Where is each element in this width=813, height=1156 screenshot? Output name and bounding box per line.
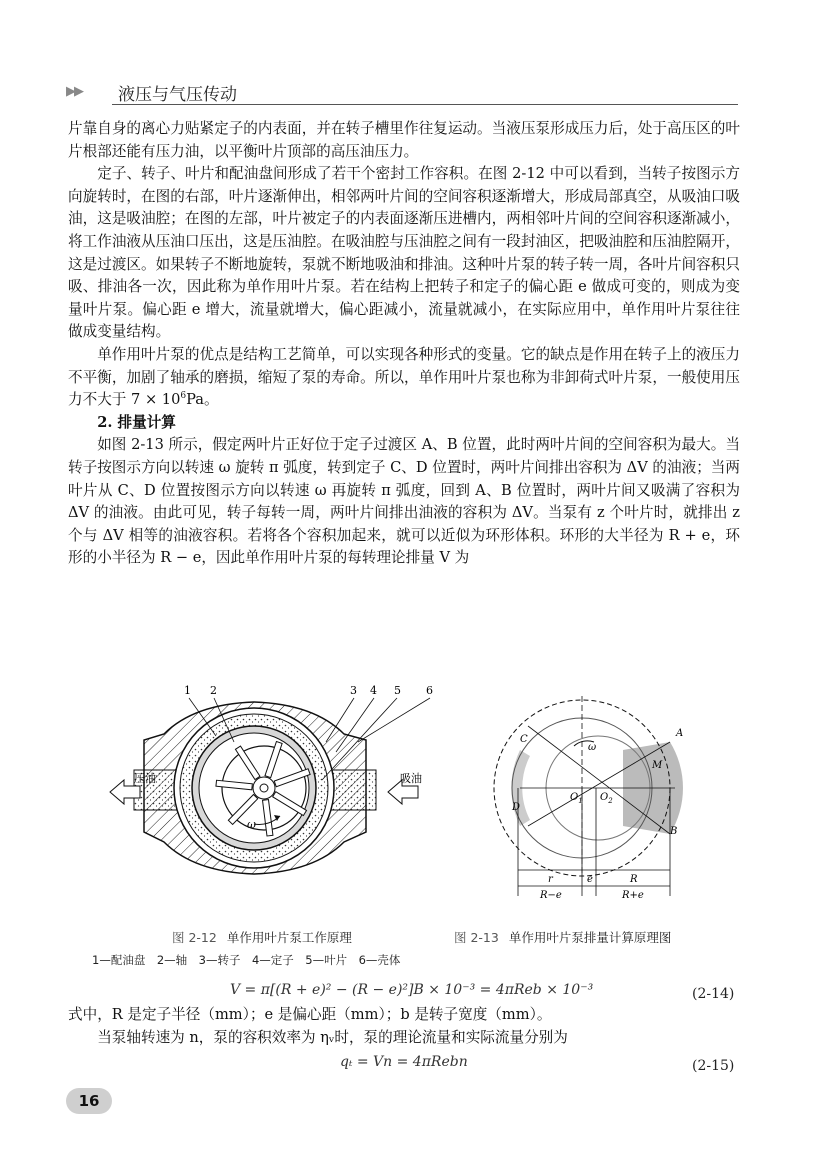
point-B-label: B <box>670 826 678 837</box>
paragraph-3-text: 单作用叶片泵的优点是结构工艺简单，可以实现各种形式的变量。它的缺点是作用在转子上的液压力不平衡，加剧了轴承的磨损，缩短了泵的寿命。所以，单作用叶片泵也称为非卸荷式叶片泵，一般使用压力不大于 7 × 10 <box>68 345 740 409</box>
part-4-label: 4 <box>370 684 377 697</box>
point-D-label: D <box>512 802 521 813</box>
dim-r-label: r <box>548 874 553 885</box>
part-2-label: 2 <box>210 684 217 697</box>
equation-2-14-number: (2-14) <box>692 986 735 1002</box>
paragraph-4: 如图 2-13 所示，假定两叶片正好位于定子过渡区 A、B 位置，此时两叶片间的空间容积为最大。当转子按图示方向以转速 ω 旋转 π 弧度，转到定子 C、D 位置时，两叶片间排出容积为 ΔV 的油液；当两叶片从 C、D 位置按图示方向以转速 ω 再旋转 π 弧度，回到 A、B 位置时，两叶片间又吸满了容积为 ΔV 的油液。由此可见，转子每转一周，两叶片间排出油液的容积为 ΔV。当泵有 z 个叶片时，就排出 z 个与 ΔV 相等的油液容积。若将各个容积加起来，就可以近似为环形体积。环形的大半径为 R + e，环形的小半径为 R − e，因此单作用叶片泵的每转理论排量 V 为 <box>68 436 740 567</box>
dim-e-label: e <box>587 874 593 885</box>
equation-2-15-number: (2-15) <box>692 1058 735 1074</box>
outlet-label: 压油 <box>134 772 156 785</box>
paragraph-3 <box>68 344 740 412</box>
body-text-top <box>68 118 740 570</box>
figure-2-12-vane-pump <box>104 682 450 918</box>
part-5-label: 5 <box>394 684 401 697</box>
header-rule <box>112 104 738 105</box>
point-C-label: C <box>520 734 528 745</box>
inlet-port <box>330 770 376 810</box>
part-3-label: 3 <box>350 684 357 697</box>
where-clause: 式中，R 是定子半径（mm）；e 是偏心距（mm）；b 是转子宽度（mm）。 <box>68 1006 552 1023</box>
figure-2-12-title: 单作用叶片泵工作原理 <box>226 930 352 945</box>
dim-R-label: R <box>630 874 638 885</box>
part-1-label: 1 <box>184 684 191 697</box>
figure-2-13-displacement <box>490 686 710 908</box>
section-heading: 2. 排量计算 <box>97 413 176 431</box>
figure-2-12-caption <box>172 928 352 946</box>
figure-2-13-title: 单作用叶片泵排量计算原理图 <box>508 930 672 945</box>
dim-R-plus-e-label: R+e <box>622 890 644 901</box>
region-M-label: M <box>652 760 663 771</box>
figure-2-12-legend: 1—配油盘 2—轴 3—转子 4—定子 5—叶片 6—壳体 <box>92 953 401 967</box>
figure-2-12-number: 图 2-12 <box>172 930 217 945</box>
equation-2-15: qₜ = Vn = 4πRebn <box>340 1054 468 1070</box>
book-title: 液压与气压传动 <box>118 85 237 105</box>
inlet-label: 吸油 <box>400 772 422 785</box>
shaft <box>253 777 275 799</box>
omega-label: ω <box>247 818 256 831</box>
paragraph-1: 片靠自身的离心力贴紧定子的内表面，并在转子槽里作往复运动。当液压泵形成压力后，处于高压区的叶片根部还能有压力油，以平衡叶片顶部的高压油压力。 <box>68 120 740 160</box>
pressure-unit: Pa。 <box>186 391 219 409</box>
speed-clause: 当泵轴转速为 n，泵的容积效率为 ηᵥ时，泵的理论流量和实际流量分别为 <box>97 1028 568 1046</box>
paragraph-2: 定子、转子、叶片和配油盘间形成了若干个密封工作容积。在图 2-12 中可以看到，当转子按图示方向旋转时，在图的右部，叶片逐渐伸出，相邻两叶片间的空间容积逐渐增大，形成局部真空，从吸油口吸油，这是吸油腔；在图的左部，叶片被定子的内表面逐渐压进槽内，两相邻叶片间的空间容积逐渐减小，将工作油液从压油口压出，这是压油腔。在吸油腔与压油腔之间有一段封油区，把吸油腔和压油腔隔开，这是过渡区。如果转子不断地旋转，泵就不断地吸油和排油。这种叶片泵的转子转一周，各叶片间容积只吸、排油各一次，因此称为单作用叶片泵。若在结构上把转子和定子的偏心距 e 做成可变的，则成为变量叶片泵。偏心距 e 增大，流量就增大，偏心距减小，流量就减小，在实际应用中，单作用叶片泵往往做成变量结构。 <box>68 165 740 341</box>
body-text-bottom <box>68 1004 740 1049</box>
point-A-label: A <box>676 728 684 739</box>
figure-2-13-caption <box>454 928 671 946</box>
running-header <box>66 80 738 106</box>
dim-R-minus-e-label: R−e <box>540 890 562 901</box>
pressure-exponent: 6 <box>180 391 187 402</box>
equation-2-14: V = π[(R + e)² − (R − e)²]B × 10⁻³ = 4πReb × 10⁻³ <box>230 982 594 998</box>
header-arrows: ▶▶ <box>66 84 82 99</box>
center-O2-label: $O_2$ <box>600 792 613 805</box>
figure-2-13-number: 图 2-13 <box>454 930 499 945</box>
page-number: 16 <box>66 1088 112 1114</box>
center-O1-label: $O_1$ <box>570 792 583 805</box>
part-6-label: 6 <box>426 684 433 697</box>
omega-label-2: ω <box>588 742 597 753</box>
part-numbers <box>184 684 433 697</box>
